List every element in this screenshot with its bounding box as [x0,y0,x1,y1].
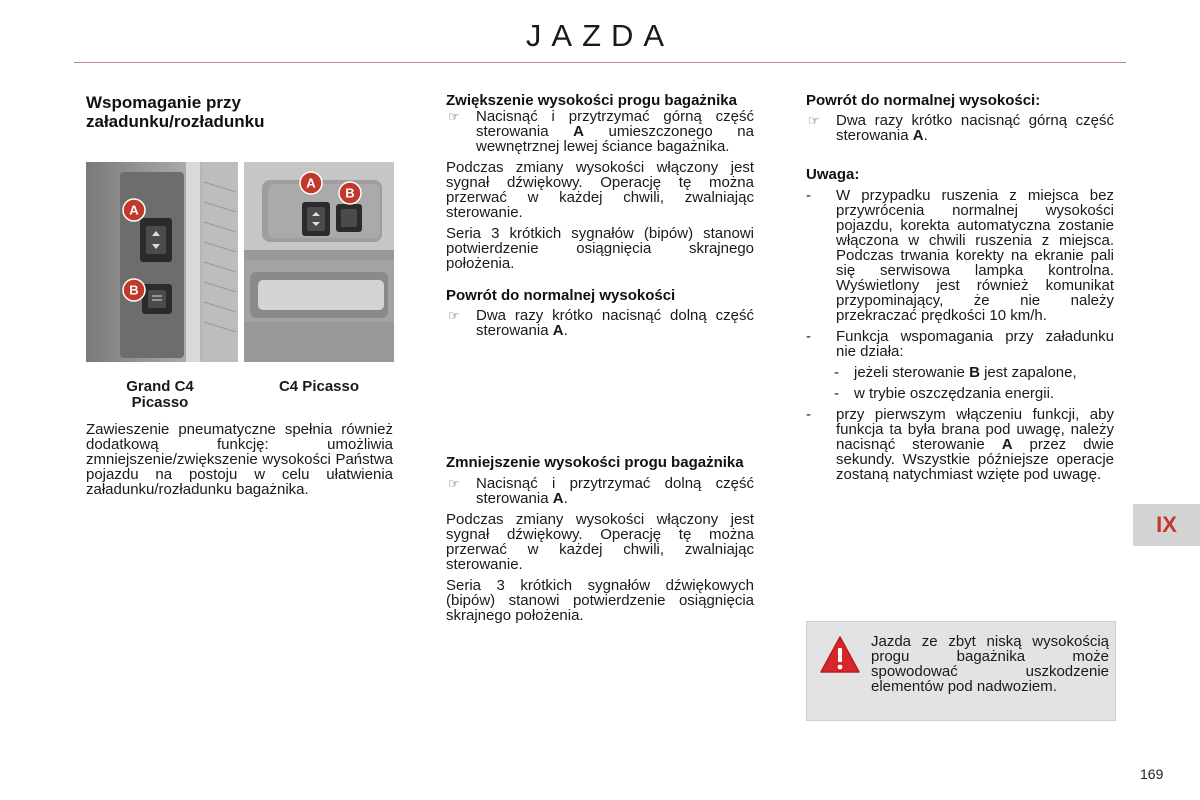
photo-grand-c4-picasso [86,162,238,362]
column-2-lower [446,455,754,623]
page-number: 169 [1140,766,1164,782]
chapter-tab [1133,504,1200,546]
instruction-raise: ☞ Nacisnąć i przytrzymać górną część sterowania A umieszczonego na wewnętrznej lewej ściance bagażnika. [448,108,754,155]
svg-text:A: A [306,175,316,191]
column-2 [446,93,754,338]
paragraph-lower-confirm: Seria 3 krótkich sygnałów dźwiękowych (bipów) stanowi potwierdzenie osiągnięcia skrajnego położenia. [446,577,754,624]
caption-c4-picasso: C4 Picasso [278,378,360,395]
warning-icon [819,634,861,676]
section-title-lower: Zmniejszenie wysokości progu bagażnika [446,454,744,471]
svg-text:B: B [345,185,355,201]
warning-box [806,621,1116,721]
instruction-normal-height: ☞ Dwa razy krótko nacisnąć dolną część sterowania A. [448,307,754,339]
chapter-number: IX [1156,512,1177,537]
paragraph-lower-signal: Podczas zmiany wysokości włączony jest sygnał dźwiękowy. Operację tę można przerwać w każdej chwili, zwalniając sterowanie. [446,511,754,573]
note-title: Uwaga: [806,166,860,183]
hand-pointer-icon: ☞ [448,476,460,491]
paragraph-raise-signal: Podczas zmiany wysokości włączony jest sygnał dźwiękowy. Operację tę można przerwać w każdej chwili, zwalniając sterowanie. [446,159,754,221]
note-item-auto-correction: - W przypadku ruszenia z miejsca bez przywrócenia normalnej wysokości pojazdu, korekta automatyczna zostanie włączona w chwili ruszenia z miejsca. Podczas trwania korekty na ekranie pali się serwisowa lampka kontrolna. Wyświetlony jest również komunikat przypominający, że nie należy przekraczać prędkości 10 km/h. [806,187,1114,324]
label-a-marker [122,198,146,222]
note-item-not-working: - Funkcja wspomagania przy załadunku nie działa: [806,328,1114,360]
paragraph-raise-confirm: Seria 3 krótkich sygnałów (bipów) stanowi potwierdzenie osiągnięcia skrajnego położenia. [446,225,754,272]
label-b-marker [338,181,362,205]
label-a-marker [299,171,323,195]
hand-pointer-icon: ☞ [448,308,460,323]
instruction-lower: ☞ Nacisnąć i przytrzymać dolną część sterowania A. [448,475,754,507]
section-title-normal-height: Powrót do normalnej wysokości [446,287,676,304]
intro-paragraph: Zawieszenie pneumatyczne spełnia również dodatkową funkcję: umożliwia zmniejszenie/zwiększenie wysokości Państwa pojazdu na postoju w celu ułatwienia załadunku/rozładunku bagażnika. [86,421,393,498]
caption-grand-c4-picasso: Grand C4 Picasso [126,378,194,411]
section-heading-loading-assist: Wspomaganie przy załadunku/rozładunku [86,93,265,131]
note-subitem-b-lit: - jeżeli sterowanie B jest zapalone, [834,364,1077,381]
page-title: JAZDA [525,18,675,53]
note-item-first-activation: - przy pierwszym włączeniu funkcji, aby funkcja ta była brana pod uwagę, należy nacisnąć sterowanie A przez dwie sekundy. Wszystkie późniejsze operacje zostaną natychmiast wzięte pod uwagę. [806,406,1114,483]
title-divider [74,62,1126,63]
svg-text:A: A [129,202,139,218]
column-3 [806,93,1114,482]
note-subitem-energy-saving: - w trybie oszczędzania energii. [834,385,1055,402]
photo-c4-picasso [244,162,394,362]
warning-text: Jazda ze zbyt niską wysokością progu bagażnika może spowodować uszkodzenie elementów pod nadwoziem. [871,633,1109,695]
instruction-normal-height-upper: ☞ Dwa razy krótko nacisnąć górną część sterowania A. [808,112,1114,144]
section-title-normal-height-upper: Powrót do normalnej wysokości: [806,92,1041,109]
section-title-raise: Zwiększenie wysokości progu bagażnika [446,92,737,109]
hand-pointer-icon: ☞ [448,109,460,124]
svg-text:B: B [129,282,139,298]
hand-pointer-icon: ☞ [808,113,820,128]
label-b-marker [122,278,146,302]
